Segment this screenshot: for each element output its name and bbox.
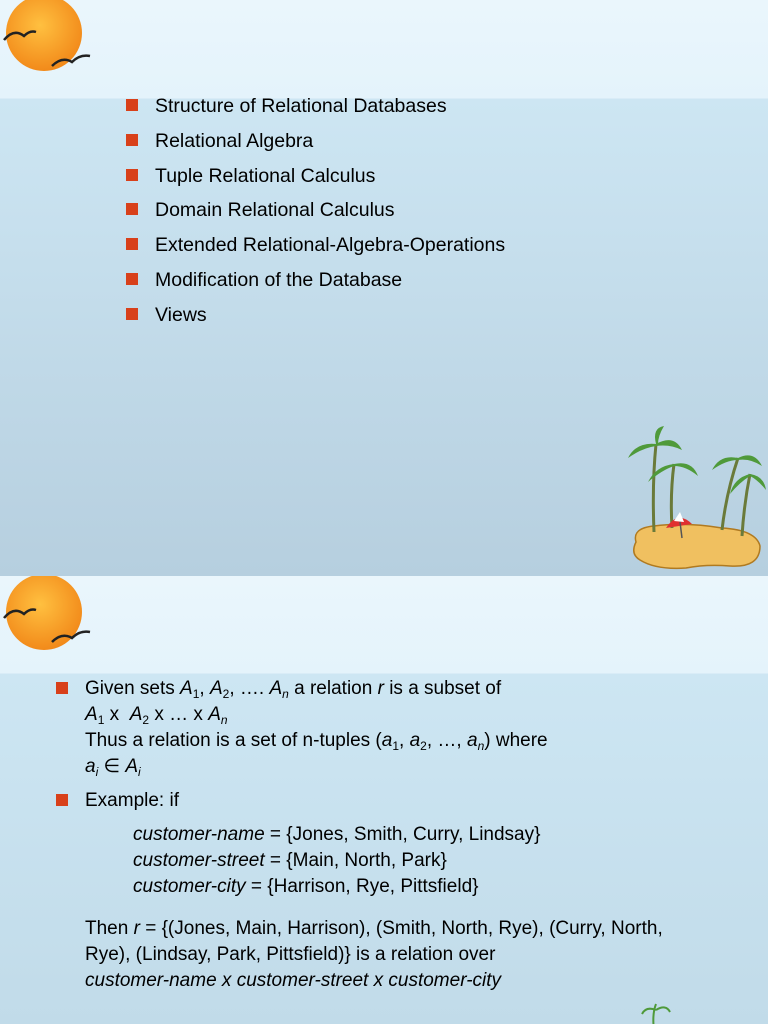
- example-block: [56, 788, 736, 994]
- definition-row: customer-street = {Main, North, Park}: [133, 850, 447, 871]
- palm-island-icon: [626, 424, 766, 574]
- bullet-square-icon: [126, 238, 138, 250]
- definition-line-4: $a_i$ ∈ $A_i$: [85, 756, 141, 779]
- list-item: [126, 198, 505, 233]
- list-item-label: Modification of the Database: [155, 268, 403, 291]
- list-item: [126, 268, 505, 303]
- bullet-square-icon: [126, 169, 138, 181]
- list-item: [126, 94, 505, 129]
- relation-definition: [56, 676, 736, 780]
- definition-line-3: Thus a relation is a set of n-tuples ($a_1$, $a_2$, …, $a_n$) where: [85, 730, 548, 753]
- definition-line-1: Given sets $A_1$, $A_2$, …. $A_n$ a relation r is a subset of: [85, 678, 502, 701]
- bullet-square-icon: [126, 203, 138, 215]
- list-item-label: Tuple Relational Calculus: [155, 164, 376, 187]
- list-item-label: Structure of Relational Databases: [155, 95, 447, 117]
- then-statement: Then r = {(Jones, Main, Harrison), (Smith, North, Rye), (Curry, North, Rye), (Lindsay, Park, Pittsfield)} is a relation over: [85, 918, 663, 965]
- sun-logo-icon: [0, 576, 100, 656]
- topic-list: [126, 94, 505, 338]
- list-item-label: Relational Algebra: [155, 129, 314, 152]
- definition-row: customer-name = {Jones, Smith, Curry, Lindsay}: [133, 824, 541, 845]
- bullet-square-icon: [56, 794, 68, 806]
- list-item-label: Views: [155, 303, 207, 326]
- list-item: [126, 129, 505, 164]
- list-item: [126, 164, 505, 199]
- bullet-square-icon: [56, 682, 68, 694]
- definition-line-2: $A_1$ x $A_2$ x … x $A_n$: [85, 704, 228, 727]
- palm-frond-icon: [636, 1000, 676, 1024]
- list-item-label: Domain Relational Calculus: [155, 199, 395, 222]
- list-item: [126, 233, 505, 268]
- slide-2: [0, 576, 768, 1024]
- list-item-label: Extended Relational-Algebra-Operations: [155, 234, 506, 257]
- bullet-square-icon: [126, 99, 138, 111]
- bullet-square-icon: [126, 273, 138, 285]
- definition-row: customer-city = {Harrison, Rye, Pittsfield}: [133, 876, 479, 897]
- list-item: [126, 303, 505, 338]
- slide-2-content: [56, 676, 736, 994]
- relation-schema: customer-name x customer-street x customer-city: [85, 970, 502, 991]
- bullet-square-icon: [126, 308, 138, 320]
- bullet-square-icon: [126, 134, 138, 146]
- sun-logo-icon: [0, 0, 100, 80]
- example-label: Example: if: [85, 790, 179, 811]
